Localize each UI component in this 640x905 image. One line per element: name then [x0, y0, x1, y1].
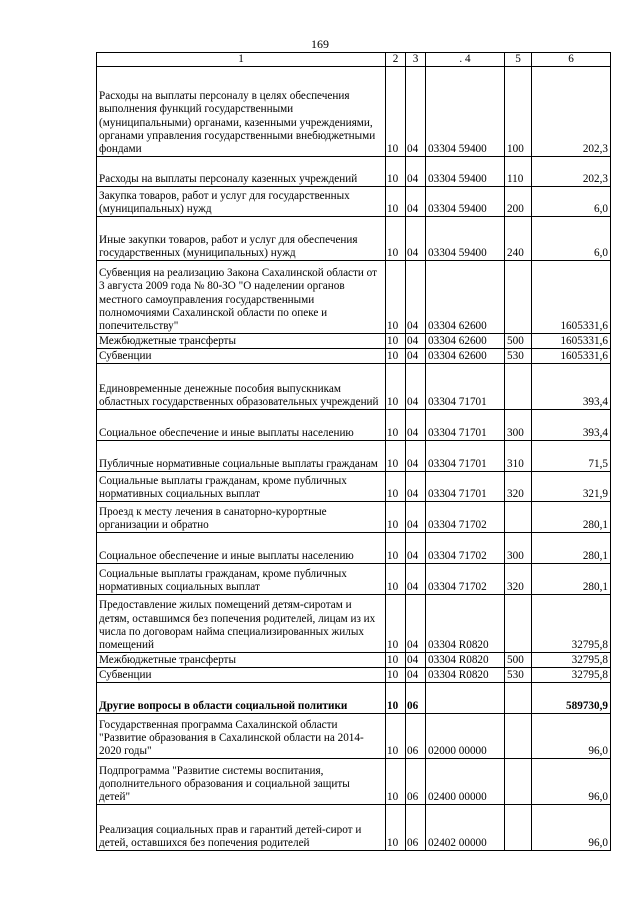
- page-number: 169: [311, 37, 329, 51]
- row-target-code: 02402 00000: [426, 805, 505, 851]
- row-name: Расходы на выплаты персоналу казенных учреждений: [97, 157, 386, 187]
- row-amount: 393,4: [532, 364, 611, 410]
- table-row: [97, 364, 611, 410]
- row-target-code: 02000 00000: [426, 714, 505, 759]
- row-subsection: 04: [406, 364, 426, 410]
- budget-table-body: [97, 53, 611, 851]
- row-section: 10: [386, 653, 406, 668]
- row-expense-type: 320: [505, 472, 532, 502]
- table-row: [97, 157, 611, 187]
- col-header-4: . 4: [426, 53, 505, 67]
- row-target-code: 03304 R0820: [426, 653, 505, 668]
- table-row: [97, 410, 611, 441]
- table-row: [97, 714, 611, 759]
- row-subsection: 04: [406, 334, 426, 349]
- row-expense-type: 320: [505, 564, 532, 595]
- row-section: 10: [386, 334, 406, 349]
- row-target-code: 02400 00000: [426, 759, 505, 805]
- row-name: Закупка товаров, работ и услуг для государственных (муниципальных) нужд: [97, 187, 386, 217]
- row-name: Субвенции: [97, 668, 386, 683]
- col-header-1: 1: [97, 53, 386, 67]
- row-name: Реализация социальных прав и гарантий детей-сирот и детей, оставшихся без попечения родителей: [97, 805, 386, 851]
- row-section: 10: [386, 441, 406, 472]
- row-expense-type: 100: [505, 67, 532, 157]
- table-row: [97, 759, 611, 805]
- row-target-code: 03304 62600: [426, 334, 505, 349]
- row-expense-type: [505, 714, 532, 759]
- row-section: 10: [386, 668, 406, 683]
- col-header-2: 2: [386, 53, 406, 67]
- row-section: 10: [386, 364, 406, 410]
- row-amount: 1605331,6: [532, 349, 611, 364]
- row-section: 10: [386, 349, 406, 364]
- row-amount: 96,0: [532, 714, 611, 759]
- row-expense-type: [505, 595, 532, 653]
- table-row: [97, 668, 611, 683]
- row-section: 10: [386, 187, 406, 217]
- row-target-code: 03304 71701: [426, 472, 505, 502]
- row-expense-type: 300: [505, 533, 532, 564]
- table-row: [97, 564, 611, 595]
- row-amount: 71,5: [532, 441, 611, 472]
- row-section: 10: [386, 759, 406, 805]
- row-name: Государственная программа Сахалинской области "Развитие образования в Сахалинской области на 2014-2020 годы": [97, 714, 386, 759]
- row-name: Другие вопросы в области социальной политики: [97, 683, 386, 714]
- row-name: Иные закупки товаров, работ и услуг для обеспечения государственных (муниципальных) нужд: [97, 217, 386, 261]
- row-amount: 6,0: [532, 187, 611, 217]
- row-expense-type: 530: [505, 349, 532, 364]
- row-target-code: 03304 71702: [426, 533, 505, 564]
- row-amount: 202,3: [532, 67, 611, 157]
- row-subsection: 04: [406, 668, 426, 683]
- row-subsection: 04: [406, 502, 426, 533]
- row-expense-type: [505, 805, 532, 851]
- row-subsection: 06: [406, 683, 426, 714]
- row-expense-type: 310: [505, 441, 532, 472]
- row-amount: 589730,9: [532, 683, 611, 714]
- row-amount: 96,0: [532, 805, 611, 851]
- row-target-code: [426, 683, 505, 714]
- row-amount: 280,1: [532, 533, 611, 564]
- table-row: [97, 653, 611, 668]
- row-target-code: 03304 71701: [426, 410, 505, 441]
- row-subsection: 04: [406, 410, 426, 441]
- row-name: Проезд к месту лечения в санаторно-курортные организации и обратно: [97, 502, 386, 533]
- row-subsection: 04: [406, 187, 426, 217]
- table-row: [97, 533, 611, 564]
- budget-table: [96, 52, 611, 851]
- row-section: 10: [386, 261, 406, 334]
- table-row: [97, 334, 611, 349]
- row-expense-type: [505, 261, 532, 334]
- col-header-5: 5: [505, 53, 532, 67]
- col-header-6: 6: [532, 53, 611, 67]
- row-name: Субвенция на реализацию Закона Сахалинской области от 3 августа 2009 года № 80-ЗО "О наделении органов местного самоуправления государственными полномочиями Сахалинской области по опеке и попечительству": [97, 261, 386, 334]
- row-name: Публичные нормативные социальные выплаты гражданам: [97, 441, 386, 472]
- row-amount: 280,1: [532, 502, 611, 533]
- row-subsection: 04: [406, 67, 426, 157]
- row-name: Социальные выплаты гражданам, кроме публичных нормативных социальных выплат: [97, 472, 386, 502]
- row-name: Единовременные денежные пособия выпускникам областных государственных образовательных учреждений: [97, 364, 386, 410]
- row-expense-type: 240: [505, 217, 532, 261]
- row-amount: 6,0: [532, 217, 611, 261]
- row-expense-type: 110: [505, 157, 532, 187]
- row-subsection: 06: [406, 805, 426, 851]
- row-name: Предоставление жилых помещений детям-сиротам и детям, оставшимся без попечения родителей, лицам из их числа по договорам найма специализированных жилых помещений: [97, 595, 386, 653]
- row-subsection: 04: [406, 595, 426, 653]
- row-target-code: 03304 59400: [426, 67, 505, 157]
- row-name: Межбюджетные трансферты: [97, 653, 386, 668]
- row-name: Социальное обеспечение и иные выплаты населению: [97, 533, 386, 564]
- row-name: Социальные выплаты гражданам, кроме публичных нормативных социальных выплат: [97, 564, 386, 595]
- row-section: 10: [386, 67, 406, 157]
- row-name: Межбюджетные трансферты: [97, 334, 386, 349]
- row-section: 10: [386, 595, 406, 653]
- row-amount: 202,3: [532, 157, 611, 187]
- row-subsection: 04: [406, 472, 426, 502]
- row-target-code: 03304 71701: [426, 364, 505, 410]
- row-section: 10: [386, 217, 406, 261]
- row-section: 10: [386, 714, 406, 759]
- row-expense-type: [505, 759, 532, 805]
- table-row: [97, 683, 611, 714]
- row-section: 10: [386, 533, 406, 564]
- row-target-code: 03304 59400: [426, 217, 505, 261]
- row-expense-type: [505, 502, 532, 533]
- table-row: [97, 595, 611, 653]
- row-target-code: 03304 59400: [426, 187, 505, 217]
- row-section: 10: [386, 805, 406, 851]
- row-amount: 32795,8: [532, 668, 611, 683]
- col-header-3: 3: [406, 53, 426, 67]
- row-target-code: 03304 71702: [426, 564, 505, 595]
- row-section: 10: [386, 157, 406, 187]
- table-row: [97, 217, 611, 261]
- table-row: [97, 67, 611, 157]
- row-target-code: 03304 71702: [426, 502, 505, 533]
- row-expense-type: 530: [505, 668, 532, 683]
- row-amount: 280,1: [532, 564, 611, 595]
- table-row: [97, 261, 611, 334]
- row-expense-type: 200: [505, 187, 532, 217]
- row-amount: 1605331,6: [532, 334, 611, 349]
- row-amount: 32795,8: [532, 653, 611, 668]
- row-subsection: 04: [406, 217, 426, 261]
- row-amount: 1605331,6: [532, 261, 611, 334]
- row-subsection: 04: [406, 533, 426, 564]
- row-subsection: 04: [406, 261, 426, 334]
- row-subsection: 04: [406, 441, 426, 472]
- row-subsection: 04: [406, 349, 426, 364]
- row-name: Субвенции: [97, 349, 386, 364]
- row-subsection: 06: [406, 759, 426, 805]
- row-name: Социальное обеспечение и иные выплаты населению: [97, 410, 386, 441]
- table-row: [97, 805, 611, 851]
- row-amount: 32795,8: [532, 595, 611, 653]
- row-section: 10: [386, 502, 406, 533]
- row-name: Расходы на выплаты персоналу в целях обеспечения выполнения функций государственными (муниципальными) органами, казенными учреждениями, органами управления государственными внебюджетными фондами: [97, 67, 386, 157]
- table-row: [97, 441, 611, 472]
- row-subsection: 06: [406, 714, 426, 759]
- table-row: [97, 502, 611, 533]
- row-expense-type: 300: [505, 410, 532, 441]
- row-section: 10: [386, 410, 406, 441]
- row-target-code: 03304 62600: [426, 261, 505, 334]
- row-name: Подпрограмма "Развитие системы воспитания, дополнительного образования и социальной защиты детей": [97, 759, 386, 805]
- table-row: [97, 472, 611, 502]
- row-target-code: 03304 R0820: [426, 668, 505, 683]
- row-expense-type: [505, 683, 532, 714]
- row-expense-type: 500: [505, 334, 532, 349]
- header-row: [97, 53, 611, 67]
- row-subsection: 04: [406, 564, 426, 595]
- row-target-code: 03304 71701: [426, 441, 505, 472]
- row-subsection: 04: [406, 653, 426, 668]
- row-amount: 96,0: [532, 759, 611, 805]
- row-section: 10: [386, 472, 406, 502]
- row-subsection: 04: [406, 157, 426, 187]
- row-target-code: 03304 62600: [426, 349, 505, 364]
- row-section: 10: [386, 564, 406, 595]
- row-amount: 393,4: [532, 410, 611, 441]
- table-row: [97, 187, 611, 217]
- row-target-code: 03304 59400: [426, 157, 505, 187]
- row-expense-type: 500: [505, 653, 532, 668]
- row-section: 10: [386, 683, 406, 714]
- row-target-code: 03304 R0820: [426, 595, 505, 653]
- row-expense-type: [505, 364, 532, 410]
- table-row: [97, 349, 611, 364]
- row-amount: 321,9: [532, 472, 611, 502]
